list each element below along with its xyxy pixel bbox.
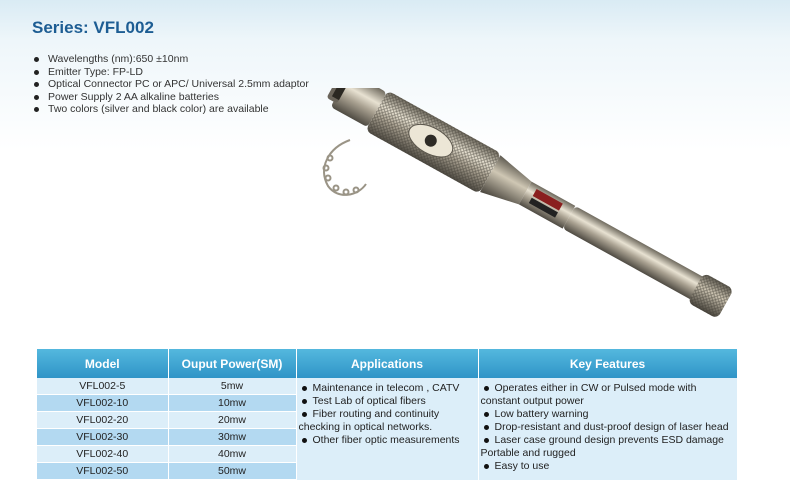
power-cell: 20mw [168, 412, 296, 429]
spec-item: Optical Connector PC or APC/ Universal 2.5mm adaptor [34, 78, 309, 91]
header-features: Key Features [478, 349, 737, 378]
spec-item: Emitter Type: FP-LD [34, 66, 309, 79]
cap-chain [324, 140, 367, 195]
spec-list [34, 53, 309, 116]
application-item: Test Lab of optical fibers [299, 395, 476, 408]
power-cell: 5mw [168, 378, 296, 395]
features-cell [478, 378, 737, 480]
feature-item: constant output power [480, 395, 584, 407]
application-item: Fiber routing and continuity [299, 408, 476, 421]
spec-item: Two colors (silver and black color) are available [34, 103, 309, 116]
header-power: Ouput Power(SM) [168, 349, 296, 378]
applications-cell [296, 378, 478, 480]
power-cell: 50mw [168, 463, 296, 480]
power-cell: 30mw [168, 429, 296, 446]
model-cell: VFL002-10 [37, 395, 168, 412]
application-item: Maintenance in telecom , CATV [299, 382, 476, 395]
feature-item: Laser case ground design prevents ESD damage [481, 434, 735, 447]
model-cell: VFL002-5 [37, 378, 168, 395]
model-cell: VFL002-30 [37, 429, 168, 446]
power-cell: 40mw [168, 446, 296, 463]
table-row [37, 378, 737, 395]
spec-item: Power Supply 2 AA alkaline batteries [34, 91, 309, 104]
page-title: Series: VFL002 [32, 18, 154, 37]
header-applications: Applications [296, 349, 478, 378]
model-cell: VFL002-20 [37, 412, 168, 429]
product-image [318, 88, 778, 348]
application-item: Other fiber optic measurements [299, 434, 476, 447]
application-item: checking in optical networks. [298, 421, 433, 433]
model-cell: VFL002-50 [37, 463, 168, 480]
feature-item: Operates either in CW or Pulsed mode with [481, 382, 735, 395]
power-cell: 10mw [168, 395, 296, 412]
model-cell: VFL002-40 [37, 446, 168, 463]
spec-item: Wavelengths (nm):650 ±10nm [34, 53, 309, 66]
header-model: Model [37, 349, 168, 378]
feature-item: Easy to use [481, 460, 735, 473]
pen-barrel [563, 206, 707, 301]
spec-table [37, 349, 738, 480]
feature-item: Drop-resistant and dust-proof design of laser head [481, 421, 735, 434]
feature-item: Low battery warning [481, 408, 735, 421]
feature-item: Portable and rugged [480, 447, 576, 459]
